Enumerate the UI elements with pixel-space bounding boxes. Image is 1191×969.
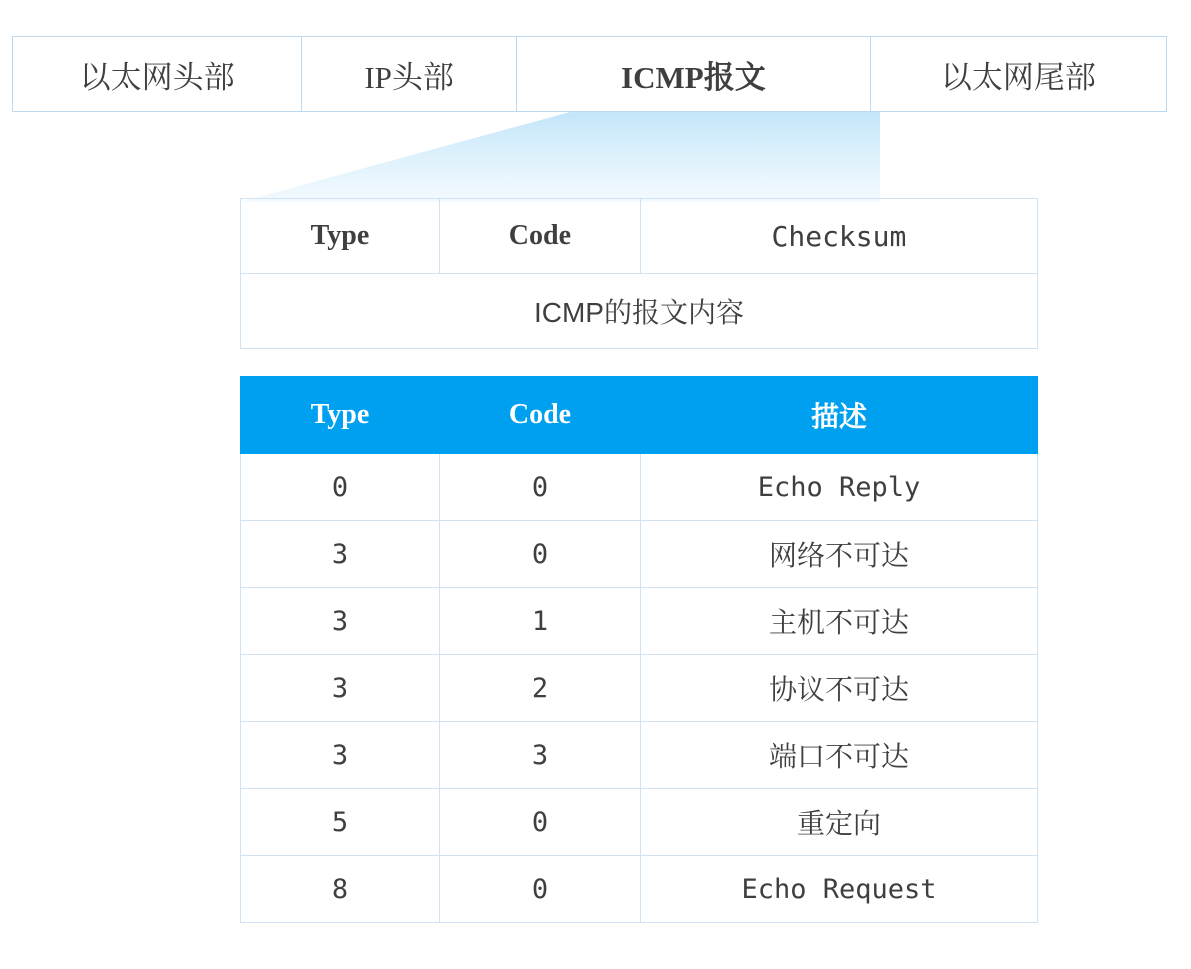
cell-type: 3: [241, 588, 440, 655]
cell-description: 网络不可达: [641, 521, 1038, 588]
cell-code: 0: [440, 856, 641, 923]
icmp-payload-label: ICMP的报文内容: [241, 274, 1038, 349]
funnel-connector: [240, 112, 880, 202]
frame-segment-icmp-message: ICMP报文: [516, 36, 871, 112]
cell-type: 3: [241, 722, 440, 789]
cell-type: 3: [241, 655, 440, 722]
cell-description: 协议不可达: [641, 655, 1038, 722]
cell-type: 3: [241, 521, 440, 588]
frame-segment-ip-header: IP头部: [301, 36, 517, 112]
column-header-type: Type: [241, 377, 440, 454]
frame-segment-ethernet-header: 以太网头部: [12, 36, 302, 112]
cell-description: 重定向: [641, 789, 1038, 856]
cell-type: 8: [241, 856, 440, 923]
cell-code: 1: [440, 588, 641, 655]
cell-type: 5: [241, 789, 440, 856]
cell-description: 主机不可达: [641, 588, 1038, 655]
icmp-header-table: [240, 198, 1038, 349]
table-row: [241, 588, 1038, 655]
icmp-field-code: Code: [439, 199, 640, 274]
cell-type: 0: [241, 454, 440, 521]
icmp-field-checksum: Checksum: [640, 199, 1037, 274]
cell-description: 端口不可达: [641, 722, 1038, 789]
table-header-row: [241, 377, 1038, 454]
cell-description: Echo Request: [641, 856, 1038, 923]
cell-code: 2: [440, 655, 641, 722]
cell-code: 0: [440, 454, 641, 521]
table-row: [241, 789, 1038, 856]
cell-code: 3: [440, 722, 641, 789]
column-header-description: 描述: [641, 377, 1038, 454]
cell-code: 0: [440, 521, 641, 588]
cell-description: Echo Reply: [641, 454, 1038, 521]
table-row: [241, 521, 1038, 588]
table-row: [241, 655, 1038, 722]
table-head: [241, 377, 1038, 454]
table-body: [241, 454, 1038, 923]
cell-code: 0: [440, 789, 641, 856]
column-header-code: Code: [440, 377, 641, 454]
table-row: [241, 722, 1038, 789]
ethernet-frame-row: [12, 36, 1167, 112]
icmp-type-code-table: [240, 376, 1038, 923]
table-row: [241, 856, 1038, 923]
icmp-field-type: Type: [241, 199, 440, 274]
table-row: [241, 454, 1038, 521]
icmp-payload-row: [241, 274, 1038, 349]
icmp-header-field-row: [241, 199, 1038, 274]
frame-segment-ethernet-trailer: 以太网尾部: [870, 36, 1167, 112]
